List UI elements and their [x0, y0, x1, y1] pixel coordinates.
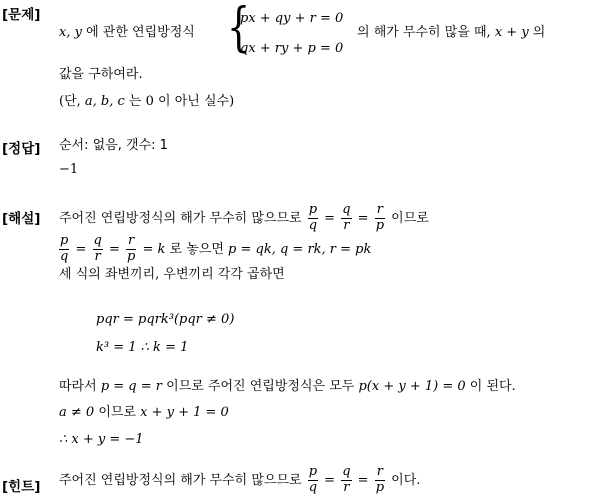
system-brace: { [227, 0, 251, 58]
fraction-p-over-q-2: $\frac{p}{q}$ [60, 233, 69, 264]
substitution: p = qk, q = rk, r = pk [228, 241, 372, 257]
system-equation-1: px + qy + r = 0 [240, 11, 344, 26]
hint-fraction-p-over-q: $\frac{p}{q}$ [308, 464, 318, 495]
hint-line: 주어진 연립방정식의 해가 무수히 많으므로 $\frac{p}{q}$ = $\frac{q}{r}$ = $\frac{r}{p}$ 이다. [59, 464, 421, 495]
problem-label: [문제] [2, 7, 41, 23]
p-equals-q-equals-r: p = q = r [100, 379, 162, 394]
problem-text-b: 의 해가 무수히 많을 때, [357, 25, 491, 40]
hint-fraction-q-over-r: $\frac{q}{r}$ [342, 464, 351, 495]
answer-label: [정답] [2, 141, 41, 157]
problem-line-1-tail [357, 26, 545, 39]
fraction-r-over-p: $\frac{r}{p}$ [375, 202, 385, 233]
problem-line-1 [59, 26, 195, 39]
fraction-p-over-q: $\frac{p}{q}$ [308, 202, 318, 233]
solution-line-5 [59, 406, 229, 419]
answer-value: −1 [59, 162, 79, 177]
system-equation-2: qx + ry + p = 0 [240, 41, 344, 56]
condition-zero: 0 [145, 94, 154, 109]
fraction-q-over-r: $\frac{q}{r}$ [342, 202, 351, 233]
problem-line-2: 값을 구하여라. [59, 67, 143, 82]
solution-equation-2: k³ = 1 ∴ k = 1 [96, 340, 189, 355]
problem-condition [59, 95, 234, 108]
solution-line-1: 주어진 연립방정식의 해가 무수히 많으므로 $\frac{p}{q}$ = $\frac{q}{r}$ = $\frac{r}{p}$ 이므로 [59, 202, 429, 233]
condition-text: 는 [124, 94, 146, 109]
hint-fraction-r-over-p: $\frac{r}{p}$ [375, 464, 385, 495]
variables-xy: x, y [59, 25, 82, 40]
condition-open: (단, [59, 94, 85, 109]
hint-text-2: 이다. [387, 472, 421, 488]
solution-text-5: 이므로 주어진 연립방정식은 모두 [162, 379, 359, 394]
solution-conclusion: ∴ x + y = −1 [59, 432, 144, 447]
expression-x-plus-y: x + y [494, 25, 529, 40]
solution-line-4 [59, 380, 516, 393]
problem-text-c: 의 [528, 25, 546, 40]
solution-text-6: 이 된다. [465, 379, 516, 394]
fraction-r-over-p-2: $\frac{r}{p}$ [127, 233, 136, 264]
fraction-q-over-r-2: $\frac{q}{r}$ [93, 233, 102, 264]
a-not-zero: a ≠ 0 [59, 405, 95, 420]
solution-text-1: 주어진 연립방정식의 해가 무수히 많으므로 [59, 210, 306, 226]
solution-line-3: 세 식의 좌변끼리, 우변끼리 각각 곱하면 [59, 267, 285, 282]
solution-text-3: 로 놓으면 [165, 241, 229, 257]
factored-equation: p(x + y + 1) = 0 [358, 379, 466, 394]
solution-label: [해설] [2, 211, 41, 227]
solution-line-2: $\frac{p}{q}$ = $\frac{q}{r}$ = $\frac{r}{p}$ = k 로 놓으면 p = qk, q = rk, r = pk [60, 233, 372, 264]
problem-text-a: 에 관한 연립방정식 [81, 25, 195, 40]
solution-text-7: 이므로 [94, 405, 141, 420]
solution-equation-1: pqr = pqrk³(pqr ≠ 0) [96, 312, 235, 327]
condition-vars: a, b, c [84, 94, 125, 109]
solution-text-2: 이므로 [387, 210, 429, 226]
x-plus-y-plus-1: x + y + 1 = 0 [140, 405, 229, 420]
equals-k: = k [138, 241, 166, 257]
hint-label: [힌트] [2, 479, 41, 495]
solution-text-4: 따라서 [59, 379, 101, 394]
hint-text-1: 주어진 연립방정식의 해가 무수히 많으므로 [59, 472, 306, 488]
condition-close: 이 아닌 실수) [153, 94, 235, 109]
answer-meta: 순서: 없음, 갯수: 1 [59, 138, 168, 153]
